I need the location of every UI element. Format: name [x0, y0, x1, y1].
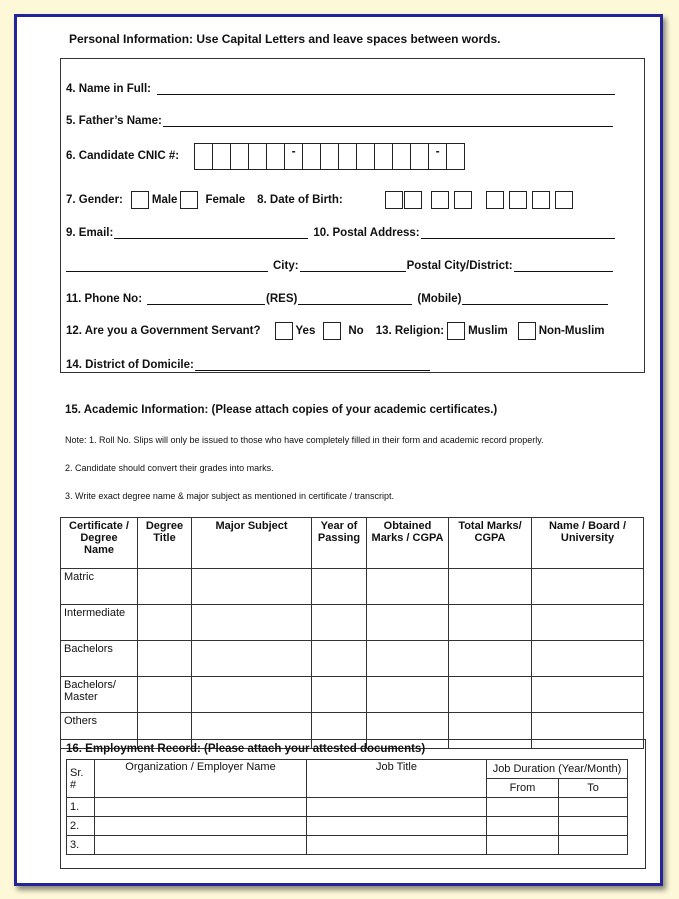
phone-mobile-field[interactable]: [298, 293, 412, 305]
govt-religion-row: 12. Are you a Government Servant? Yes No 13. Religion: Muslim Non-Muslim: [66, 321, 605, 341]
table-row: 3.: [67, 836, 628, 855]
academic-note-1: Note: 1. Roll No. Slips will only be issued to those who have completely filled in their form and academic record properly.: [65, 435, 544, 445]
academic-table: [60, 517, 644, 749]
govt-yes-checkbox[interactable]: [275, 322, 293, 340]
dob-boxes[interactable]: [385, 191, 573, 209]
phone-row: 11. Phone No: (RES) (Mobile): [66, 289, 609, 309]
personal-info-section: [60, 58, 645, 373]
name-field[interactable]: [157, 83, 615, 95]
employment-table: Sr. # Organization / Employer Name Job Title Job Duration (Year/Month) From To 1. 2. 3.: [66, 759, 628, 855]
postal-address-line2[interactable]: [66, 260, 268, 272]
father-name-field[interactable]: [163, 115, 613, 127]
academic-title: 15. Academic Information: (Please attach copies of your academic certificates.): [65, 404, 498, 416]
form-page: [14, 14, 663, 886]
non-muslim-checkbox[interactable]: [518, 322, 536, 340]
table-row: Bachelors/ Master: [61, 677, 644, 713]
domicile-field[interactable]: [195, 359, 430, 371]
city-row: City: Postal City/District:: [66, 256, 614, 276]
postal-address-field[interactable]: [421, 227, 615, 239]
mobile-field[interactable]: [462, 293, 608, 305]
table-row: Matric: [61, 569, 644, 605]
male-checkbox[interactable]: [131, 191, 149, 209]
email-row: 9. Email: 10. Postal Address:: [66, 223, 616, 243]
muslim-checkbox[interactable]: [447, 322, 465, 340]
table-row: 1.: [67, 798, 628, 817]
name-row: 4. Name in Full:: [66, 79, 616, 99]
academic-header-row: Certificate / Degree Name Degree Title Major Subject Year of Passing Obtained Marks / CGPA Total Marks/ CGPA Name / Board / University: [61, 518, 644, 569]
table-row: Others: [61, 713, 644, 749]
employment-title: 16. Employment Record: (Please attach your attested documents): [66, 743, 426, 755]
father-row: 5. Father’s Name:: [66, 111, 614, 131]
academic-note-2: 2. Candidate should convert their grades into marks.: [65, 463, 274, 473]
cnic-row: 6. Candidate CNIC #: - -: [66, 146, 465, 166]
academic-note-3: 3. Write exact degree name & major subject as mentioned in certificate / transcript.: [65, 491, 394, 501]
table-row: Bachelors: [61, 641, 644, 677]
form-instruction: Personal Information: Use Capital Letters and leave spaces between words.: [69, 32, 501, 46]
cnic-boxes[interactable]: - -: [195, 143, 465, 170]
gender-dob-row: 7. Gender: Male Female 8. Date of Birth:: [66, 190, 573, 210]
govt-no-checkbox[interactable]: [323, 322, 341, 340]
postal-city-field[interactable]: [514, 260, 613, 272]
email-field[interactable]: [114, 227, 308, 239]
employment-section: [60, 739, 646, 869]
table-row: Intermediate: [61, 605, 644, 641]
table-row: 2.: [67, 817, 628, 836]
phone-res-field[interactable]: [147, 293, 265, 305]
city-field[interactable]: [300, 260, 406, 272]
female-checkbox[interactable]: [180, 191, 198, 209]
domicile-row: 14. District of Domicile:: [66, 355, 431, 375]
